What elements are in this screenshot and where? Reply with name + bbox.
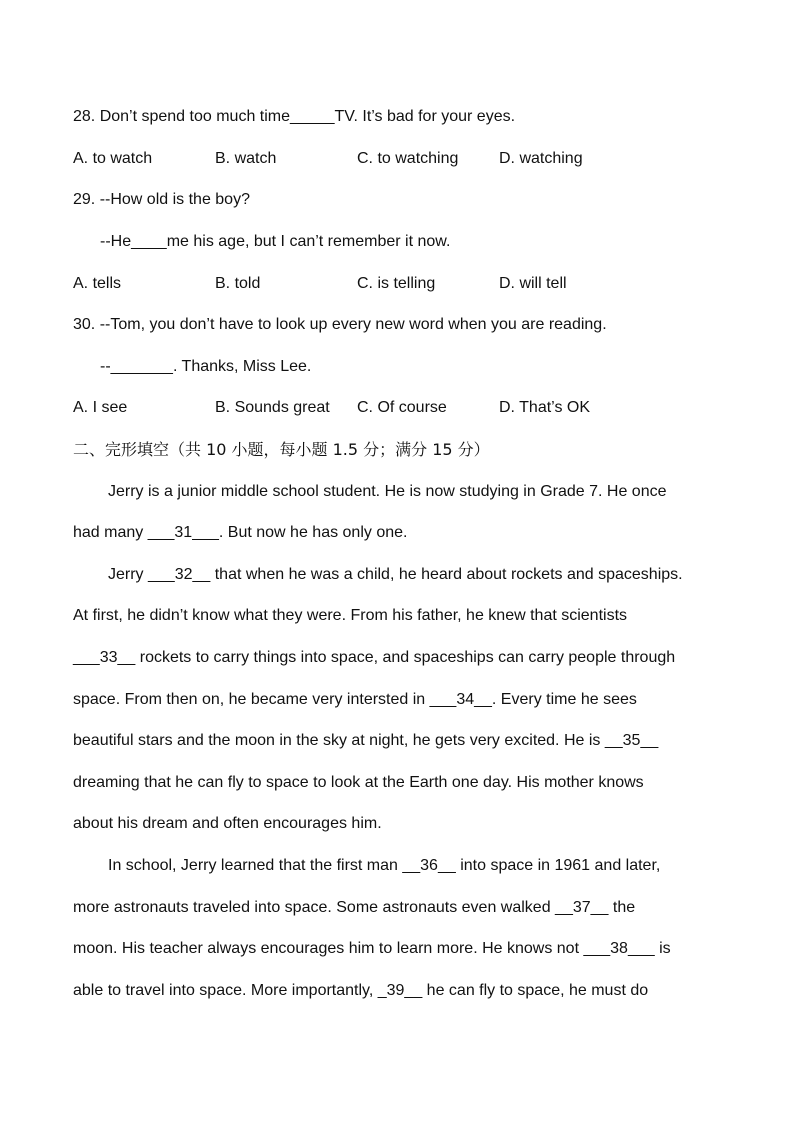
option-b: B. Sounds great: [215, 399, 330, 416]
option-b: B. watch: [215, 150, 277, 167]
passage-line: ___33__ rockets to carry things into space, and spaceships can carry people through: [73, 649, 676, 666]
passage-line: Jerry ___32__ that when he was a child, he heard about rockets and spaceships.: [108, 566, 683, 583]
passage-line: about his dream and often encourages him.: [73, 815, 382, 832]
option-d: D. watching: [499, 150, 583, 167]
passage-line: In school, Jerry learned that the first man __36__ into space in 1961 and later,: [108, 857, 661, 874]
question-30-reply: --_______. Thanks, Miss Lee.: [100, 358, 312, 375]
option-d: D. That’s OK: [499, 399, 590, 416]
question-29-stem: 29. --How old is the boy?: [73, 191, 250, 208]
option-a: A. tells: [73, 275, 122, 292]
passage-line: had many ___31___. But now he has only one.: [73, 524, 408, 541]
question-28-stem: 28. Don’t spend too much time_____TV. It’s bad for your eyes.: [73, 108, 516, 125]
option-d: D. will tell: [499, 275, 567, 292]
option-b: B. told: [215, 275, 261, 292]
passage-line: space. From then on, he became very intersted in ___34__. Every time he sees: [73, 691, 637, 708]
passage-line: beautiful stars and the moon in the sky at night, he gets very excited. He is __35__: [73, 732, 659, 749]
option-c: C. is telling: [357, 275, 436, 292]
option-c: C. to watching: [357, 150, 459, 167]
passage-line: moon. His teacher always encourages him to learn more. He knows not ___38___ is: [73, 940, 671, 957]
section-title: 二、完形填空（共 10 小题，每小题 1.5 分；满分 15 分）: [73, 440, 490, 459]
passage-line: more astronauts traveled into space. Some astronauts even walked __37__ the: [73, 899, 636, 916]
passage-line: able to travel into space. More importantly, _39__ he can fly to space, he must do: [73, 982, 649, 999]
question-29-reply: --He____me his age, but I can’t remember it now.: [100, 233, 451, 250]
option-a: A. I see: [73, 399, 128, 416]
option-c: C. Of course: [357, 399, 447, 416]
passage-line: At first, he didn’t know what they were. From his father, he knew that scientists: [73, 607, 628, 624]
option-a: A. to watch: [73, 150, 153, 167]
passage-line: dreaming that he can fly to space to look at the Earth one day. His mother knows: [73, 774, 644, 791]
question-30-stem: 30. --Tom, you don’t have to look up every new word when you are reading.: [73, 316, 607, 333]
passage-line: Jerry is a junior middle school student. He is now studying in Grade 7. He once: [108, 483, 667, 500]
